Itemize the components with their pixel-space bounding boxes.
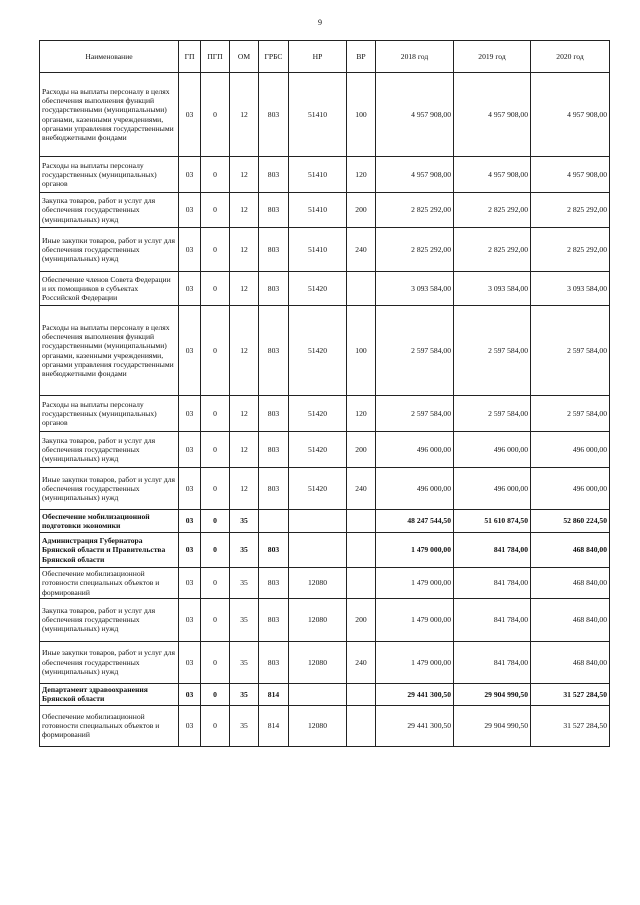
row-nr bbox=[289, 533, 347, 568]
row-vr: 240 bbox=[347, 228, 376, 272]
row-amount-2020: 4 957 908,00 bbox=[531, 157, 610, 193]
row-om: 12 bbox=[230, 73, 259, 157]
row-pgp: 0 bbox=[201, 396, 230, 432]
row-nr: 51420 bbox=[289, 432, 347, 468]
row-grbs: 814 bbox=[259, 683, 289, 705]
header-name: Наименование bbox=[40, 41, 179, 73]
row-om: 12 bbox=[230, 306, 259, 396]
row-vr: 100 bbox=[347, 306, 376, 396]
row-vr: 120 bbox=[347, 396, 376, 432]
row-name: Закупка товаров, работ и услуг для обеспечения государственных (муниципальных) нужд bbox=[40, 193, 179, 228]
row-nr: 51420 bbox=[289, 396, 347, 432]
row-gp: 03 bbox=[179, 228, 201, 272]
row-om: 12 bbox=[230, 193, 259, 228]
row-amount-2019: 841 784,00 bbox=[454, 533, 531, 568]
row-name: Обеспечение членов Совета Федерации и их помощников в субъектах Российской Федерации bbox=[40, 272, 179, 306]
row-grbs: 803 bbox=[259, 193, 289, 228]
row-pgp: 0 bbox=[201, 306, 230, 396]
row-pgp: 0 bbox=[201, 73, 230, 157]
row-nr: 12080 bbox=[289, 568, 347, 599]
row-amount-2018: 496 000,00 bbox=[376, 432, 454, 468]
row-om: 12 bbox=[230, 157, 259, 193]
row-gp: 03 bbox=[179, 193, 201, 228]
row-vr bbox=[347, 533, 376, 568]
row-amount-2020: 468 840,00 bbox=[531, 598, 610, 641]
row-om: 12 bbox=[230, 228, 259, 272]
row-gp: 03 bbox=[179, 432, 201, 468]
table-row bbox=[40, 568, 610, 599]
row-gp: 03 bbox=[179, 157, 201, 193]
row-pgp: 0 bbox=[201, 272, 230, 306]
row-amount-2019: 2 825 292,00 bbox=[454, 228, 531, 272]
row-amount-2018: 48 247 544,50 bbox=[376, 510, 454, 533]
row-name: Расходы на выплаты персоналу в целях обеспечения выполнения функций государственными (муниципальными) органами, казенными учреждениями, органами управления государственными внебюджетными фондами bbox=[40, 306, 179, 396]
row-pgp: 0 bbox=[201, 598, 230, 641]
header-gp: ГП bbox=[179, 41, 201, 73]
row-om: 35 bbox=[230, 705, 259, 746]
row-nr: 51410 bbox=[289, 157, 347, 193]
row-nr: 51420 bbox=[289, 468, 347, 510]
row-pgp: 0 bbox=[201, 157, 230, 193]
row-vr bbox=[347, 568, 376, 599]
table-row bbox=[40, 533, 610, 568]
row-om: 35 bbox=[230, 641, 259, 683]
row-name: Иные закупки товаров, работ и услуг для обеспечения государственных (муниципальных) нужд bbox=[40, 228, 179, 272]
row-name: Департамент здравоохранения Брянской области bbox=[40, 683, 179, 705]
header-2018: 2018 год bbox=[376, 41, 454, 73]
header-om: ОМ bbox=[230, 41, 259, 73]
table-row bbox=[40, 468, 610, 510]
header-2019: 2019 год bbox=[454, 41, 531, 73]
row-amount-2020: 468 840,00 bbox=[531, 568, 610, 599]
row-amount-2019: 496 000,00 bbox=[454, 432, 531, 468]
row-gp: 03 bbox=[179, 705, 201, 746]
row-gp: 03 bbox=[179, 396, 201, 432]
row-om: 12 bbox=[230, 396, 259, 432]
row-name: Расходы на выплаты персоналу государственных (муниципальных) органов bbox=[40, 396, 179, 432]
row-pgp: 0 bbox=[201, 683, 230, 705]
row-name: Обеспечение мобилизационной готовности специальных объектов и формирований bbox=[40, 568, 179, 599]
row-nr: 12080 bbox=[289, 641, 347, 683]
row-pgp: 0 bbox=[201, 641, 230, 683]
row-name: Закупка товаров, работ и услуг для обеспечения государственных (муниципальных) нужд bbox=[40, 432, 179, 468]
table-row bbox=[40, 306, 610, 396]
row-nr bbox=[289, 510, 347, 533]
table-row bbox=[40, 73, 610, 157]
row-amount-2020: 468 840,00 bbox=[531, 641, 610, 683]
row-om: 12 bbox=[230, 432, 259, 468]
row-nr: 51420 bbox=[289, 272, 347, 306]
row-grbs: 803 bbox=[259, 641, 289, 683]
table-row bbox=[40, 193, 610, 228]
row-amount-2019: 3 093 584,00 bbox=[454, 272, 531, 306]
row-nr bbox=[289, 683, 347, 705]
row-gp: 03 bbox=[179, 510, 201, 533]
row-grbs: 803 bbox=[259, 157, 289, 193]
row-vr bbox=[347, 272, 376, 306]
table-row bbox=[40, 705, 610, 746]
row-om: 35 bbox=[230, 598, 259, 641]
row-name: Администрация Губернатора Брянской области и Правительства Брянской области bbox=[40, 533, 179, 568]
header-2020: 2020 год bbox=[531, 41, 610, 73]
row-amount-2019: 29 904 990,50 bbox=[454, 705, 531, 746]
row-amount-2020: 52 860 224,50 bbox=[531, 510, 610, 533]
row-vr: 120 bbox=[347, 157, 376, 193]
row-amount-2018: 496 000,00 bbox=[376, 468, 454, 510]
row-vr bbox=[347, 683, 376, 705]
row-gp: 03 bbox=[179, 468, 201, 510]
row-amount-2019: 4 957 908,00 bbox=[454, 73, 531, 157]
row-amount-2019: 841 784,00 bbox=[454, 598, 531, 641]
row-amount-2019: 496 000,00 bbox=[454, 468, 531, 510]
table-header-row bbox=[40, 41, 610, 73]
row-grbs bbox=[259, 510, 289, 533]
row-amount-2018: 1 479 000,00 bbox=[376, 568, 454, 599]
table-row bbox=[40, 598, 610, 641]
row-om: 35 bbox=[230, 568, 259, 599]
row-gp: 03 bbox=[179, 272, 201, 306]
row-gp: 03 bbox=[179, 73, 201, 157]
row-pgp: 0 bbox=[201, 568, 230, 599]
row-pgp: 0 bbox=[201, 705, 230, 746]
row-amount-2020: 4 957 908,00 bbox=[531, 73, 610, 157]
row-pgp: 0 bbox=[201, 533, 230, 568]
row-grbs: 803 bbox=[259, 396, 289, 432]
table-body bbox=[40, 73, 610, 747]
row-gp: 03 bbox=[179, 306, 201, 396]
row-nr: 51410 bbox=[289, 73, 347, 157]
row-gp: 03 bbox=[179, 533, 201, 568]
row-om: 35 bbox=[230, 510, 259, 533]
row-nr: 51410 bbox=[289, 228, 347, 272]
row-pgp: 0 bbox=[201, 468, 230, 510]
row-vr: 200 bbox=[347, 193, 376, 228]
row-amount-2018: 1 479 000,00 bbox=[376, 598, 454, 641]
row-vr: 240 bbox=[347, 641, 376, 683]
row-om: 12 bbox=[230, 272, 259, 306]
row-grbs: 803 bbox=[259, 598, 289, 641]
row-amount-2019: 2 597 584,00 bbox=[454, 396, 531, 432]
row-amount-2019: 841 784,00 bbox=[454, 641, 531, 683]
header-vr: ВР bbox=[347, 41, 376, 73]
row-vr bbox=[347, 705, 376, 746]
table-row bbox=[40, 683, 610, 705]
row-grbs: 803 bbox=[259, 468, 289, 510]
row-om: 12 bbox=[230, 468, 259, 510]
table-row bbox=[40, 157, 610, 193]
table-row bbox=[40, 228, 610, 272]
row-amount-2019: 2 825 292,00 bbox=[454, 193, 531, 228]
row-amount-2020: 496 000,00 bbox=[531, 432, 610, 468]
header-nr: НР bbox=[289, 41, 347, 73]
page-number: 9 bbox=[318, 18, 322, 27]
row-vr bbox=[347, 510, 376, 533]
row-amount-2018: 4 957 908,00 bbox=[376, 73, 454, 157]
table-row bbox=[40, 432, 610, 468]
row-amount-2020: 2 597 584,00 bbox=[531, 306, 610, 396]
row-gp: 03 bbox=[179, 568, 201, 599]
row-amount-2020: 2 597 584,00 bbox=[531, 396, 610, 432]
row-nr: 51410 bbox=[289, 193, 347, 228]
row-amount-2019: 51 610 874,50 bbox=[454, 510, 531, 533]
row-vr: 100 bbox=[347, 73, 376, 157]
row-name: Расходы на выплаты персоналу государственных (муниципальных) органов bbox=[40, 157, 179, 193]
row-gp: 03 bbox=[179, 683, 201, 705]
row-amount-2018: 2 597 584,00 bbox=[376, 306, 454, 396]
row-amount-2019: 2 597 584,00 bbox=[454, 306, 531, 396]
row-gp: 03 bbox=[179, 641, 201, 683]
row-name: Расходы на выплаты персоналу в целях обеспечения выполнения функций государственными (муниципальными) органами, казенными учреждениями, органами управления государственными внебюджетными фондами bbox=[40, 73, 179, 157]
table-row bbox=[40, 641, 610, 683]
row-om: 35 bbox=[230, 683, 259, 705]
row-pgp: 0 bbox=[201, 228, 230, 272]
budget-table bbox=[39, 40, 610, 747]
row-amount-2019: 29 904 990,50 bbox=[454, 683, 531, 705]
row-grbs: 803 bbox=[259, 568, 289, 599]
row-om: 35 bbox=[230, 533, 259, 568]
row-nr: 12080 bbox=[289, 705, 347, 746]
row-amount-2018: 29 441 300,50 bbox=[376, 705, 454, 746]
row-amount-2020: 31 527 284,50 bbox=[531, 683, 610, 705]
row-name: Обеспечение мобилизационной готовности специальных объектов и формирований bbox=[40, 705, 179, 746]
row-nr: 51420 bbox=[289, 306, 347, 396]
row-vr: 200 bbox=[347, 598, 376, 641]
table-row bbox=[40, 396, 610, 432]
row-name: Обеспечение мобилизационной подготовки экономики bbox=[40, 510, 179, 533]
row-amount-2019: 4 957 908,00 bbox=[454, 157, 531, 193]
row-amount-2018: 29 441 300,50 bbox=[376, 683, 454, 705]
row-amount-2020: 31 527 284,50 bbox=[531, 705, 610, 746]
row-amount-2018: 2 825 292,00 bbox=[376, 228, 454, 272]
row-amount-2018: 3 093 584,00 bbox=[376, 272, 454, 306]
row-grbs: 803 bbox=[259, 306, 289, 396]
row-vr: 200 bbox=[347, 432, 376, 468]
header-grbs: ГРБС bbox=[259, 41, 289, 73]
row-amount-2019: 841 784,00 bbox=[454, 568, 531, 599]
row-amount-2018: 1 479 000,00 bbox=[376, 533, 454, 568]
row-amount-2018: 2 597 584,00 bbox=[376, 396, 454, 432]
row-amount-2020: 3 093 584,00 bbox=[531, 272, 610, 306]
row-grbs: 803 bbox=[259, 73, 289, 157]
row-amount-2018: 1 479 000,00 bbox=[376, 641, 454, 683]
row-pgp: 0 bbox=[201, 510, 230, 533]
row-amount-2020: 496 000,00 bbox=[531, 468, 610, 510]
row-pgp: 0 bbox=[201, 432, 230, 468]
table-row bbox=[40, 510, 610, 533]
row-name: Закупка товаров, работ и услуг для обеспечения государственных (муниципальных) нужд bbox=[40, 598, 179, 641]
row-grbs: 803 bbox=[259, 533, 289, 568]
row-grbs: 803 bbox=[259, 432, 289, 468]
row-amount-2020: 2 825 292,00 bbox=[531, 228, 610, 272]
row-grbs: 803 bbox=[259, 228, 289, 272]
row-nr: 12080 bbox=[289, 598, 347, 641]
row-amount-2020: 468 840,00 bbox=[531, 533, 610, 568]
row-vr: 240 bbox=[347, 468, 376, 510]
row-grbs: 814 bbox=[259, 705, 289, 746]
header-pgp: ПГП bbox=[201, 41, 230, 73]
row-grbs: 803 bbox=[259, 272, 289, 306]
row-amount-2018: 2 825 292,00 bbox=[376, 193, 454, 228]
row-pgp: 0 bbox=[201, 193, 230, 228]
row-gp: 03 bbox=[179, 598, 201, 641]
table-row bbox=[40, 272, 610, 306]
row-amount-2018: 4 957 908,00 bbox=[376, 157, 454, 193]
row-amount-2020: 2 825 292,00 bbox=[531, 193, 610, 228]
row-name: Иные закупки товаров, работ и услуг для обеспечения государственных (муниципальных) нужд bbox=[40, 641, 179, 683]
row-name: Иные закупки товаров, работ и услуг для обеспечения государственных (муниципальных) нужд bbox=[40, 468, 179, 510]
